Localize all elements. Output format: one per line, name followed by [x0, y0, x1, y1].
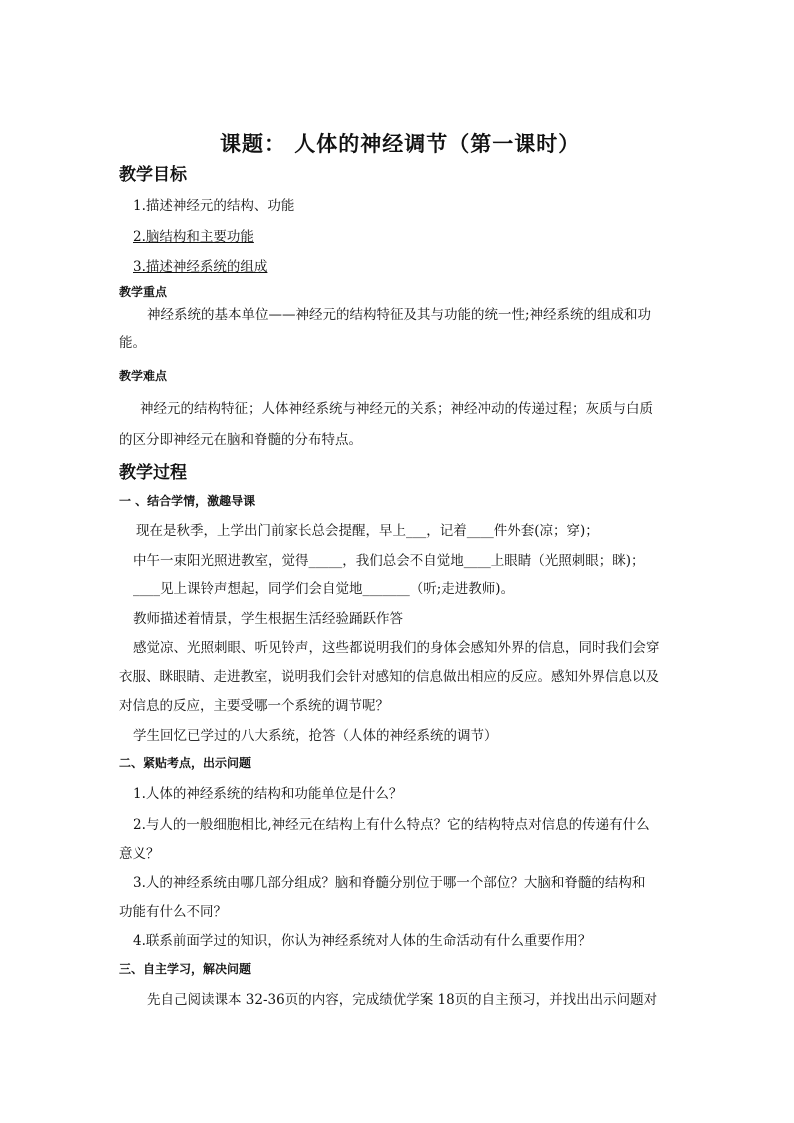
- part1-line: 对信息的反应，主要受哪一个系统的调节呢？: [119, 698, 389, 714]
- part2-heading: 二、紧贴考点，出示问题: [119, 756, 252, 770]
- objective-item: 2.脑结构和主要功能: [133, 229, 254, 245]
- part1-line: ____见上课铃声想起，同学们会自觉地_______（听;走进教师)。: [133, 581, 515, 597]
- part1-line: 学生回忆已学过的八大系统，抢答（人体的神经系统的调节）: [133, 728, 498, 744]
- difficulties-line: 的区分即神经元在脑和脊髓的分布特点。: [119, 432, 362, 448]
- process-heading: 教学过程: [119, 463, 187, 483]
- objective-item: 1.描述神经元的结构、功能: [133, 198, 295, 214]
- part2-line: 意义？: [119, 846, 160, 862]
- difficulties-heading: 教学难点: [119, 369, 168, 383]
- difficulties-line: 神经元的结构特征；人体神经系统与神经元的关系；神经冲动的传递过程；灰质与白质: [140, 401, 653, 417]
- part3-line: 先自己阅读课本 32-36页的内容，完成绩优学案 18页的自主预习，并找出出示问题对: [147, 992, 658, 1008]
- part3-heading: 三、自主学习，解决问题: [119, 962, 252, 976]
- key-points-line: 能。: [119, 335, 146, 351]
- key-points-line: 神经系统的基本单位——神经元的结构特征及其与功能的统一性;神经系统的组成和功: [147, 307, 652, 323]
- part1-line: 感觉凉、光照刺眼、听见铃声，这些都说明我们的身体会感知外界的信息，同时我们会穿: [133, 640, 660, 656]
- objective-item: 3.描述神经系统的组成: [133, 259, 268, 275]
- part1-line: 教师描述着情景，学生根据生活经验踊跃作答: [133, 611, 403, 627]
- part2-line: 2.与人的一般细胞相比,神经元在结构上有什么特点？它的结构特点对信息的传递有什么: [133, 817, 650, 833]
- part1-line: 衣服、眯眼睛、走进教室，说明我们会针对感知的信息做出相应的反应。感知外界信息以及: [119, 669, 659, 685]
- part1-line: 中午一束阳光照进教室，觉得_____，我们总会不自觉地____上眼睛（光照刺眼；眯)；: [133, 553, 645, 569]
- part2-line: 功能有什么不同？: [119, 904, 227, 920]
- part1-heading: 一 、结合学情，激趣导课: [119, 494, 256, 508]
- page-title: 课题： 人体的神经调节（第一课时）: [220, 131, 581, 156]
- part2-line: 3.人的神经系统由哪几部分组成？脑和脊髓分别位于哪一个部位？大脑和脊髓的结构和: [133, 875, 646, 891]
- objectives-heading: 教学目标: [119, 165, 187, 185]
- part2-line: 1.人体的神经系统的结构和功能单位是什么？: [133, 786, 403, 802]
- key-points-heading: 教学重点: [119, 285, 168, 299]
- part2-line: 4.联系前面学过的知识，你认为神经系统对人体的生命活动有什么重要作用？: [133, 933, 592, 949]
- part1-line: 现在是秋季，上学出门前家长总会提醒，早上___，记着____件外套(凉；穿)；: [136, 523, 599, 539]
